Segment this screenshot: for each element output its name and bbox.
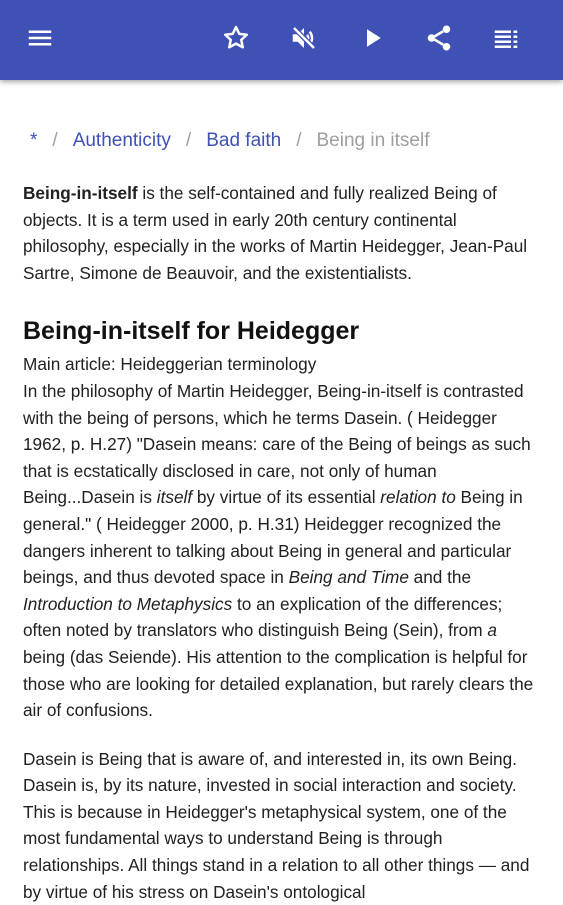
paragraph-text: and the bbox=[408, 567, 472, 588]
favorite-button[interactable] bbox=[216, 20, 256, 60]
breadcrumb-authenticity[interactable]: Authenticity bbox=[72, 130, 171, 151]
play-button[interactable] bbox=[352, 20, 392, 60]
emphasis-text: relation to bbox=[380, 487, 456, 508]
book-title-text: Introduction to Metaphysics bbox=[23, 593, 233, 614]
play-icon bbox=[357, 23, 387, 58]
star-icon bbox=[221, 23, 251, 58]
breadcrumb bbox=[30, 127, 430, 155]
contents-button[interactable] bbox=[486, 20, 526, 60]
main-article-note: Main article: Heideggerian terminology bbox=[23, 354, 317, 375]
breadcrumb-separator: / bbox=[296, 130, 302, 151]
paragraph-text: being (das Seiende). His attention to the complication is helpful for those who are looking for detailed explanation, but rarely clears the air of confusions. bbox=[23, 646, 534, 721]
emphasis-text: a bbox=[487, 620, 497, 641]
menu-button[interactable] bbox=[20, 20, 60, 60]
mute-button[interactable] bbox=[284, 20, 324, 60]
paragraph-spacer bbox=[23, 724, 543, 746]
emphasis-text: itself bbox=[156, 487, 193, 508]
intro-text: is the self-contained and fully realized Being of objects. It is a term used in early 20th century continental philosophy, especially in the works of Martin Heidegger, Jean-Paul Sartre, Simone de Beauvoir, and the existentialists. bbox=[23, 183, 528, 283]
share-icon bbox=[424, 23, 454, 58]
app-bar bbox=[0, 0, 563, 80]
breadcrumb-bad-faith[interactable]: Bad faith bbox=[206, 130, 282, 151]
paragraph-text: to an explication of the differences; often noted by translators who distinguish Being (Sein), from bbox=[23, 593, 503, 641]
dasein-paragraph: Dasein is Being that is aware of, and interested in, its own Being. Dasein is, by its nature, invested in social interaction and society. This is because in Heidegger's metaphysical system, one of the most fundamental ways to understand Being is through relationships. All things stand in a relation to all other things — and by virtue of his stress on Dasein's ontological bbox=[23, 748, 530, 902]
intro-term: Being-in-itself bbox=[23, 183, 138, 203]
paragraph-text: by virtue of its essential bbox=[192, 487, 381, 508]
breadcrumb-separator: / bbox=[185, 130, 192, 151]
volume-off-icon bbox=[289, 23, 319, 58]
breadcrumb-separator: / bbox=[52, 130, 58, 151]
book-title-text: Being and Time bbox=[288, 567, 409, 588]
intro-paragraph bbox=[23, 180, 543, 286]
heidegger-paragraph bbox=[23, 378, 543, 724]
playlist-icon bbox=[491, 23, 521, 58]
breadcrumb-home[interactable]: * bbox=[30, 130, 38, 151]
article-body bbox=[23, 180, 543, 905]
paragraph-text: Being in general." ( Heidegger 2000, p. H.31) Heidegger recognized the dangers inherent to talking about Being in general and particular beings, and thus devoted space in bbox=[23, 487, 523, 588]
share-button[interactable] bbox=[419, 20, 459, 60]
paragraph-text: In the philosophy of Martin Heidegger, Being-in-itself is contrasted with the being of persons, which he terms Dasein. ( Heidegger 1962, p. H.27) "Dasein means: care of the Being of beings as such that is ecstatically disclosed in care, not only of human Being...Dasein is bbox=[23, 380, 531, 508]
breadcrumb-current: Being in itself bbox=[316, 130, 430, 151]
menu-icon bbox=[25, 23, 55, 58]
section-title: Being-in-itself for Heidegger bbox=[23, 317, 360, 346]
